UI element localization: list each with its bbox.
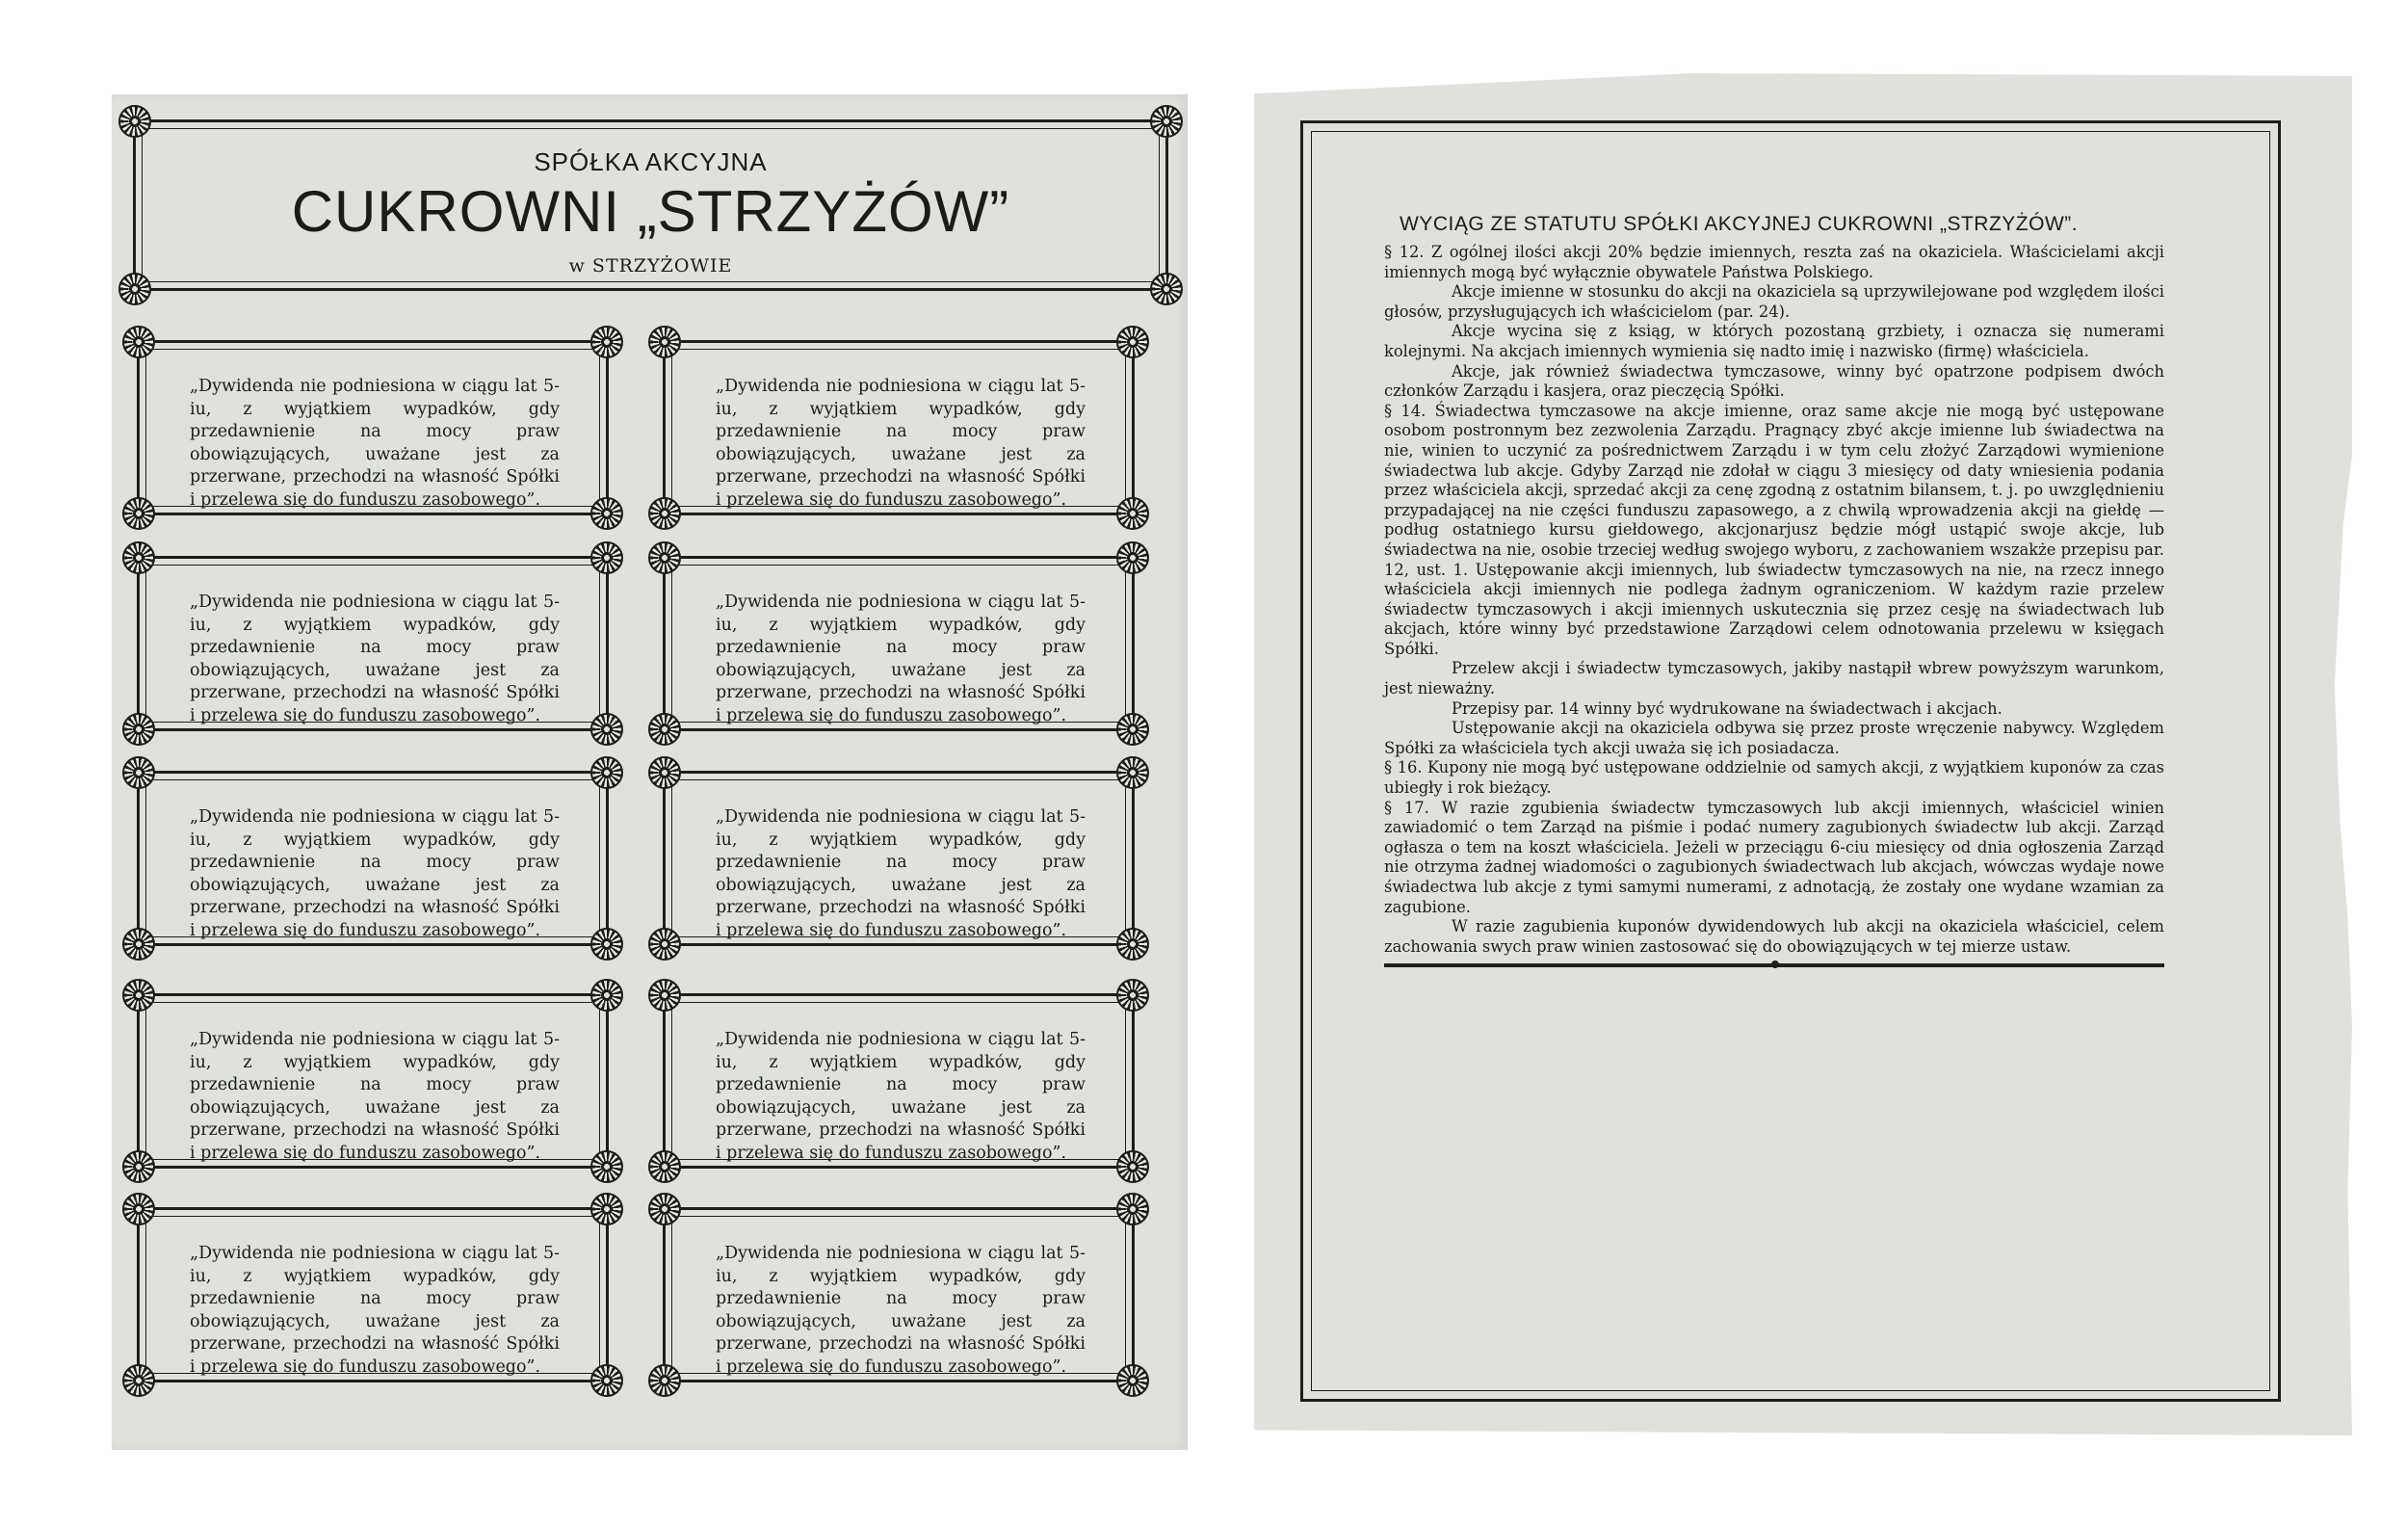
rosette-ornament-icon [1116, 541, 1149, 574]
dividend-coupon [663, 556, 1135, 731]
rosette-ornament-icon [122, 979, 155, 1012]
coupon-text: „Dywidenda nie podniesiona w ciągu lat 5-iu, z wyjątkiem wypadków, gdy przedawnienie na mocy praw obowiązujących, uważane jest za przerwane, przechodzi na własność Spółki i przelewa się do funduszu zasobowego”. [190, 807, 560, 940]
statute-paragraph: § 12. Z ogólnej ilości akcji 20% będzie imiennych, reszta zaś na okaziciela. Właścicielami akcji imiennych mogą być wyłącznie obywatele Państwa Polskiego. [1384, 243, 2164, 281]
statute-paragraph: § 17. W razie zgubienia świadectw tymczasowych lub akcji imiennych, właściciel winien zawiadomić o tem Zarząd na piśmie i podać numery zagubionych świadectw lub akcji. Zarząd ogłasza o tem na koszt właściciela. Jeżeli w przeciągu 6-ciu miesięcy od dnia ogłoszenia Zarząd nie otrzyma żadnej wiadomości o zagubionych świadectwach lub akcjach, wówczas wydaje nowe świadectwa lub akcje z tymi samymi numerami, z adnotacją, że zostały one wydane wzamian za zagubione. [1384, 798, 2164, 916]
rosette-ornament-icon [648, 928, 681, 961]
rosette-ornament-icon [590, 541, 623, 574]
dividend-coupon [663, 1207, 1135, 1382]
rosette-ornament-icon [590, 326, 623, 358]
rosette-ornament-icon [1116, 756, 1149, 789]
rosette-ornament-icon [1116, 326, 1149, 358]
rosette-ornament-icon [648, 497, 681, 530]
rosette-ornament-icon [590, 979, 623, 1012]
statute-paragraph: Przepisy par. 14 winny być wydrukowane na świadectwach i akcjach. [1452, 698, 2002, 718]
rosette-ornament-icon [118, 273, 151, 305]
rosette-ornament-icon [590, 928, 623, 961]
rosette-ornament-icon [590, 1193, 623, 1225]
dividend-coupon [137, 771, 609, 946]
company-name: CUKROWNI „STRZYŻÓW” [291, 179, 1010, 244]
statute-paragraph: Akcje wycina się z ksiąg, w których pozostaną grzbiety, i oznacza się numerami kolejnymi. Na akcjach imiennych wymienia się nadto imię i nazwisko (firmę) właściciela. [1384, 322, 2164, 360]
rosette-ornament-icon [1116, 1364, 1149, 1397]
dividend-coupon [137, 993, 609, 1169]
dividend-coupon [663, 993, 1135, 1169]
statute-paragraph: Akcje imienne w stosunku do akcji na okaziciela są uprzywilejowane pod względem ilości głosów, przysługujących ich właścicielom (par. 24). [1384, 282, 2164, 321]
coupon-text: „Dywidenda nie podniesiona w ciągu lat 5-iu, z wyjątkiem wypadków, gdy przedawnienie na mocy praw obowiązujących, uważane jest za przerwane, przechodzi na własność Spółki i przelewa się do funduszu zasobowego”. [716, 592, 1086, 725]
statute-body [1384, 243, 2164, 957]
statute-panel [1300, 120, 2281, 1402]
rosette-ornament-icon [122, 1150, 155, 1183]
rosette-ornament-icon [122, 1364, 155, 1397]
dividend-coupon [663, 771, 1135, 946]
rosette-ornament-icon [122, 326, 155, 358]
rosette-ornament-icon [590, 756, 623, 789]
rosette-ornament-icon [590, 713, 623, 746]
rosette-ornament-icon [1116, 1150, 1149, 1183]
statute-paragraph: W razie zagubienia kuponów dywidendowych lub akcji na okaziciela właściciel, celem zachowania swych praw winien zastosować się do obowiązujących w tej mierze ustaw. [1384, 917, 2164, 956]
rosette-ornament-icon [648, 541, 681, 574]
company-type: SPÓŁKA AKCYJNA [534, 147, 768, 176]
company-location: w STRZYŻOWIE [568, 255, 733, 276]
rosette-ornament-icon [1150, 105, 1183, 138]
rosette-ornament-icon [1116, 979, 1149, 1012]
rosette-ornament-icon [122, 1193, 155, 1225]
dividend-coupon [137, 1207, 609, 1382]
dividend-coupon [663, 340, 1135, 515]
rosette-ornament-icon [648, 713, 681, 746]
rosette-ornament-icon [1150, 273, 1183, 305]
statute-paragraph: Przelew akcji i świadectw tymczasowych, jakiby nastąpił wbrew powyższym warunkom, jest nieważny. [1384, 659, 2164, 698]
coupon-text: „Dywidenda nie podniesiona w ciągu lat 5-iu, z wyjątkiem wypadków, gdy przedawnienie na mocy praw obowiązujących, uważane jest za przerwane, przechodzi na własność Spółki i przelewa się do funduszu zasobowego”. [190, 592, 560, 725]
ornamental-rule [1384, 963, 2164, 967]
rosette-ornament-icon [648, 1193, 681, 1225]
coupon-text: „Dywidenda nie podniesiona w ciągu lat 5-iu, z wyjątkiem wypadków, gdy przedawnienie na mocy praw obowiązujących, uważane jest za przerwane, przechodzi na własność Spółki i przelewa się do funduszu zasobowego”. [716, 377, 1086, 510]
rosette-ornament-icon [1116, 1193, 1149, 1225]
dividend-coupon [137, 340, 609, 515]
coupon-text: „Dywidenda nie podniesiona w ciągu lat 5-iu, z wyjątkiem wypadków, gdy przedawnienie na mocy praw obowiązujących, uważane jest za przerwane, przechodzi na własność Spółki i przelewa się do funduszu zasobowego”. [716, 807, 1086, 940]
dividend-coupon [137, 556, 609, 731]
statute-paragraph: § 16. Kupony nie mogą być ustępowane oddzielnie od samych akcji, z wyjątkiem kuponów za czas ubiegły i rok bieżący. [1384, 758, 2164, 798]
rosette-ornament-icon [122, 928, 155, 961]
rosette-ornament-icon [648, 1150, 681, 1183]
statute-paragraph: § 14. Świadectwa tymczasowe na akcje imienne, oraz same akcje nie mogą być ustępowane osobom postronnym bez zezwolenia Zarządu. Pragnący zbyć akcje imienne lub świadectwa na nie, winien to uczynić za pośrednictwem Zarządu i w tym celu złożyć Zarządowi wymienione świadectwa lub akcje. Gdyby Zarząd nie zdołał w ciągu 3 miesięcy od daty wniesienia podania przez właściciela akcji, sprzedać akcji za cenę zgodną z ostatnim bilansem, t. j. po uwzględnieniu przypadającej na nie części funduszu zapasowego, a z chwilą wprowadzenia akcji na giełdę — podług ostatniego kursu giełdowego, akcjonarjusz będzie mógł ustąpić swoje akcje, lub świadectwa na nie, osobie trzeciej według swojego wyboru, z zachowaniem wszakże przepisu par. 12, ust. 1. Ustępowanie akcji imiennych, lub świadectw tymczasowych na nie, na rzecz innego właściciela akcji imiennych nie podlega żadnym ograniczeniom. W każdym razie przelew świadectw tymczasowych i akcji imiennych uskutecznia się przez cesję na świadectwach lub akcjach, które winny być przedstawione Zarządowi celem odnotowania przelewu w księgach Spółki. [1384, 401, 2164, 658]
statute-paragraph: Akcje, jak również świadectwa tymczasowe, winny być opatrzone podpisem dwóch członków Zarządu i kasjera, oraz pieczęcią Spółki. [1384, 361, 2164, 401]
rosette-ornament-icon [122, 756, 155, 789]
rosette-ornament-icon [648, 1364, 681, 1397]
rosette-ornament-icon [590, 1364, 623, 1397]
rosette-ornament-icon [648, 326, 681, 358]
rosette-ornament-icon [648, 756, 681, 789]
rosette-ornament-icon [590, 1150, 623, 1183]
rosette-ornament-icon [122, 497, 155, 530]
rosette-ornament-icon [1116, 713, 1149, 746]
rosette-ornament-icon [122, 541, 155, 574]
rosette-ornament-icon [118, 105, 151, 138]
coupon-text: „Dywidenda nie podniesiona w ciągu lat 5-iu, z wyjątkiem wypadków, gdy przedawnienie na mocy praw obowiązujących, uważane jest za przerwane, przechodzi na własność Spółki i przelewa się do funduszu zasobowego”. [716, 1244, 1086, 1377]
coupon-text: „Dywidenda nie podniesiona w ciągu lat 5-iu, z wyjątkiem wypadków, gdy przedawnienie na mocy praw obowiązujących, uważane jest za przerwane, przechodzi na własność Spółki i przelewa się do funduszu zasobowego”. [190, 1244, 560, 1377]
rosette-ornament-icon [1116, 928, 1149, 961]
rosette-ornament-icon [122, 713, 155, 746]
statute-title: WYCIĄG ZE STATUTU SPÓŁKI AKCYJNEJ CUKROWNI „STRZYŻÓW”. [1400, 213, 2079, 235]
rosette-ornament-icon [590, 497, 623, 530]
coupon-text: „Dywidenda nie podniesiona w ciągu lat 5-iu, z wyjątkiem wypadków, gdy przedawnienie na mocy praw obowiązujących, uważane jest za przerwane, przechodzi na własność Spółki i przelewa się do funduszu zasobowego”. [190, 377, 560, 510]
coupon-text: „Dywidenda nie podniesiona w ciągu lat 5-iu, z wyjątkiem wypadków, gdy przedawnienie na mocy praw obowiązujących, uważane jest za przerwane, przechodzi na własność Spółki i przelewa się do funduszu zasobowego”. [190, 1030, 560, 1163]
rosette-ornament-icon [1116, 497, 1149, 530]
header-panel [133, 119, 1168, 291]
coupon-text: „Dywidenda nie podniesiona w ciągu lat 5-iu, z wyjątkiem wypadków, gdy przedawnienie na mocy praw obowiązujących, uważane jest za przerwane, przechodzi na własność Spółki i przelewa się do funduszu zasobowego”. [716, 1030, 1086, 1163]
statute-paragraph: Ustępowanie akcji na okaziciela odbywa się przez proste wręczenie nabywcy. Względem Spółki za właściciela tych akcji uważa się ich posiadacza. [1384, 719, 2164, 757]
rosette-ornament-icon [648, 979, 681, 1012]
